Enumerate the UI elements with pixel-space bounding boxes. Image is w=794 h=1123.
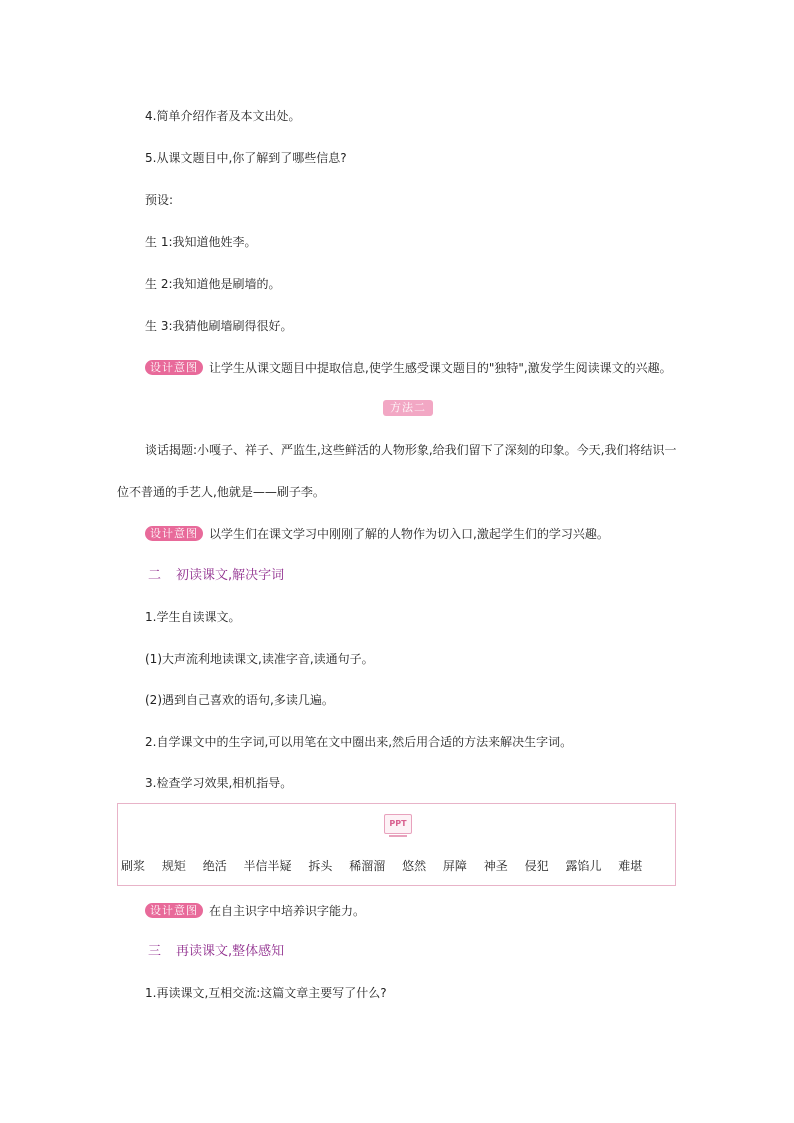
section-title: 初读课文,解决字词 — [176, 568, 285, 583]
text-line: 预设: — [145, 193, 174, 207]
vocab-word: 拆头 — [308, 859, 333, 873]
vocab-word: 悠然 — [402, 859, 427, 873]
text-line: (1)大声流利地读课文,读准字音,读通句子。 — [145, 652, 374, 666]
design-intent-badge: 设计意图 — [145, 903, 203, 918]
design-intent-text: 以学生们在课文学习中刚刚了解的人物作为切入口,激起学生们的学习兴趣。 — [209, 527, 609, 541]
vocab-word: 规矩 — [161, 859, 186, 873]
text-line: 谈话揭题:小嘎子、祥子、严监生,这些鲜活的人物形象,给我们留下了深刻的印象。今天,我们将结识一 — [145, 443, 677, 457]
text-line: 1.再读课文,互相交流:这篇文章主要写了什么? — [145, 986, 387, 1000]
section-number: 三 — [148, 944, 162, 959]
design-intent-text: 让学生从课文题目中提取信息,使学生感受课文题目的"独特",激发学生阅读课文的兴趣。 — [209, 361, 672, 375]
vocab-list — [121, 858, 655, 874]
text-line: 生 3:我猜他刷墙刷得很好。 — [145, 319, 293, 333]
design-intent-2 — [145, 526, 609, 542]
vocab-word: 半信半疑 — [243, 859, 292, 873]
vocab-word: 露馅儿 — [565, 859, 602, 873]
vocab-word: 屏障 — [442, 859, 467, 873]
ppt-icon: PPT — [384, 814, 412, 834]
vocab-word: 稀溜溜 — [349, 859, 386, 873]
method-two-tag: 方法二 — [383, 400, 433, 416]
design-intent-3 — [145, 903, 365, 919]
vocab-word: 绝活 — [202, 859, 227, 873]
section-heading-2 — [148, 567, 284, 585]
design-intent-1 — [145, 360, 672, 376]
text-line: 5.从课文题目中,你了解到了哪些信息? — [145, 151, 347, 165]
design-intent-badge: 设计意图 — [145, 360, 203, 375]
text-line: (2)遇到自己喜欢的语句,多读几遍。 — [145, 693, 334, 707]
text-line: 2.自学课文中的生字词,可以用笔在文中圈出来,然后用合适的方法来解决生字词。 — [145, 735, 573, 749]
text-line: 生 2:我知道他是刷墙的。 — [145, 277, 281, 291]
text-line: 3.检查学习效果,相机指导。 — [145, 776, 293, 790]
text-line: 1.学生自读课文。 — [145, 610, 241, 624]
design-intent-text: 在自主识字中培养识字能力。 — [209, 904, 366, 918]
text-line: 4.简单介绍作者及本文出处。 — [145, 109, 301, 123]
vocab-word: 神圣 — [483, 859, 508, 873]
section-heading-3 — [148, 943, 284, 961]
text-line: 位不普通的手艺人,他就是——刷子李。 — [117, 485, 325, 499]
section-number: 二 — [148, 568, 162, 583]
vocab-word: 侵犯 — [524, 859, 549, 873]
ppt-vocab-box — [117, 803, 676, 886]
vocab-word: 刷浆 — [121, 859, 146, 873]
text-line: 生 1:我知道他姓李。 — [145, 235, 257, 249]
section-title: 再读课文,整体感知 — [176, 944, 285, 959]
vocab-word: 难堪 — [618, 859, 643, 873]
design-intent-badge: 设计意图 — [145, 526, 203, 541]
